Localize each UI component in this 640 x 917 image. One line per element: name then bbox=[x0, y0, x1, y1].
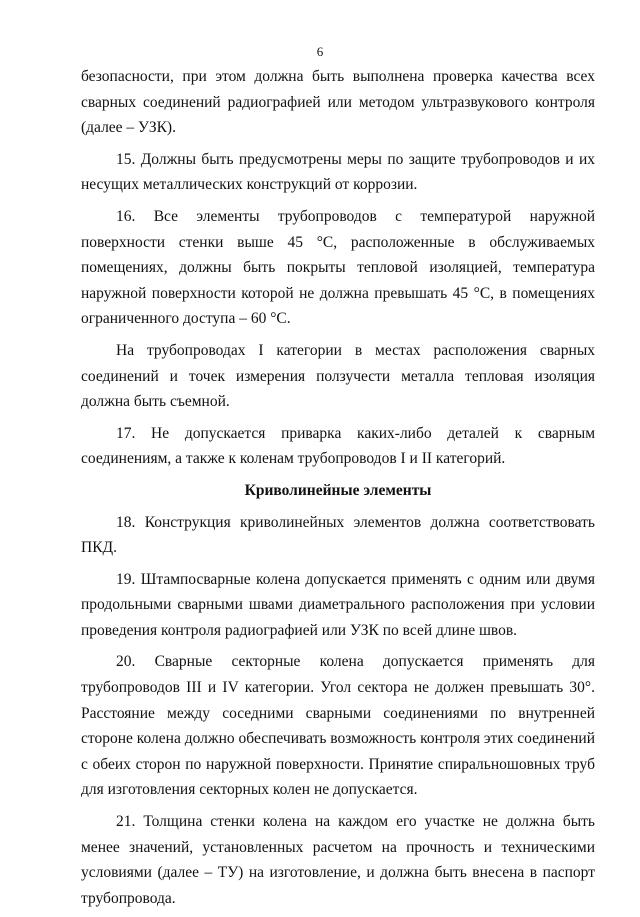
document-body bbox=[81, 64, 595, 917]
paragraph: 19. Штампосварные колена допускается применять с одним или двумя продольными сварными швами диаметрального расположения при условии проведения контроля радиографией или УЗК по всей длине швов. bbox=[81, 570, 595, 639]
page-number: 6 bbox=[316, 44, 324, 59]
paragraph: 15. Должны быть предусмотрены меры по защите трубопроводов и их несущих металлических конструкций от коррозии. bbox=[81, 150, 595, 194]
paragraph: На трубопроводах I категории в местах расположения сварных соединений и точек измерения ползучести металла тепловая изоляция должна быть съемной. bbox=[81, 341, 595, 411]
paragraph: 18. Конструкция криволинейных элементов должна соответствовать ПКД. bbox=[81, 513, 595, 557]
paragraph: безопасности, при этом должна быть выполнена проверка качества всех сварных соединений радиографией или методом ультразвукового контроля (далее – УЗК). bbox=[81, 68, 595, 137]
section-heading: Криволинейные элементы bbox=[244, 481, 432, 499]
paragraph: 21. Толщина стенки колена на каждом его участке не должна быть менее значений, установленных расчетом на прочность и техническими условиями (далее – ТУ) на изготовление, и должна быть внесена в паспорт трубопровода. bbox=[81, 813, 595, 907]
paragraph: 20. Сварные секторные колена допускается применять для трубопроводов III и IV категории. Угол сектора не должен превышать 30°. Расстояние между соседними сварными соединениями по внутренней стороне колена должно обеспечивать возможность контроля этих соединений с обеих сторон по наружной поверхности. Принятие спиральношовных труб для изготовления секторных колен не допускается. bbox=[81, 653, 595, 799]
paragraph: 16. Все элементы трубопроводов с температурой наружной поверхности стенки выше 45 °С, расположенные в обслуживаемых помещениях, должны быть покрыты тепловой изоляцией, температура наружной поверхности которой не должна превышать 45 °С, в помещениях ограниченного доступа – 60 °С. bbox=[81, 207, 595, 328]
paragraph: 17. Не допускается приварка каких-либо деталей к сварным соединениям, а также к коленам трубопроводов I и II категорий. bbox=[81, 424, 595, 468]
